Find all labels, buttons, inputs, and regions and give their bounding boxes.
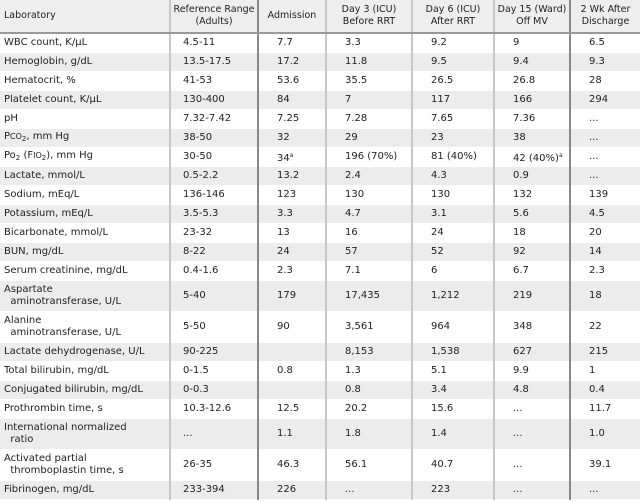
- table-row: [0, 167, 640, 186]
- header-reference-range: [170, 0, 258, 33]
- day6-cell: 24: [412, 224, 494, 243]
- admission-cell: 17.2: [258, 53, 326, 72]
- wk2-cell: 6.5: [570, 33, 640, 53]
- day6-cell: 130: [412, 186, 494, 205]
- wk2-cell: 28: [570, 72, 640, 91]
- header-reference-range-line2: (Adults): [195, 16, 233, 27]
- wk2-cell: 39.1: [570, 450, 640, 481]
- admission-value: 34: [277, 152, 290, 164]
- day3-cell: 57: [326, 243, 412, 262]
- day15-cell: [494, 148, 570, 167]
- header-day15: [494, 0, 570, 33]
- header-2wk-line1: 2 Wk After: [580, 4, 631, 15]
- day15-cell: 18: [494, 224, 570, 243]
- wk2-cell: 20: [570, 224, 640, 243]
- header-day3-line1: Day 3 (ICU): [341, 4, 397, 15]
- po2-po: Po: [4, 150, 16, 161]
- day15-cell: 9.9: [494, 362, 570, 381]
- header-day6: [412, 0, 494, 33]
- day6-cell: 5.1: [412, 362, 494, 381]
- admission-cell: 32: [258, 129, 326, 148]
- reference-range-cell: ...: [170, 419, 258, 450]
- table-row: [0, 262, 640, 281]
- header-row: [0, 0, 640, 33]
- row-label: Platelet count, K/µL: [0, 91, 170, 110]
- reference-range-cell: 5-40: [170, 281, 258, 312]
- day15-cell: 219: [494, 281, 570, 312]
- day3-cell: 196 (70%): [326, 148, 412, 167]
- day15-cell: ...: [494, 450, 570, 481]
- header-day3-line2: Before RRT: [342, 16, 396, 27]
- day6-cell: 6: [412, 262, 494, 281]
- table-row: [0, 129, 640, 148]
- header-day3: [326, 0, 412, 33]
- reference-range-cell: 13.5-17.5: [170, 53, 258, 72]
- row-label-line2: thromboplastin time, s: [10, 465, 124, 476]
- reference-range-cell: 5-50: [170, 312, 258, 343]
- day3-cell: 2.4: [326, 167, 412, 186]
- header-laboratory: [0, 0, 170, 33]
- row-label: Potassium, mEq/L: [0, 205, 170, 224]
- row-label: Serum creatinine, mg/dL: [0, 262, 170, 281]
- table-row: [0, 400, 640, 419]
- day6-cell: 81 (40%): [412, 148, 494, 167]
- admission-cell: 24: [258, 243, 326, 262]
- admission-cell: 53.6: [258, 72, 326, 91]
- wk2-cell: ...: [570, 110, 640, 129]
- day3-cell: 4.7: [326, 205, 412, 224]
- wk2-cell: 139: [570, 186, 640, 205]
- header-day6-line1: Day 6 (ICU): [425, 4, 481, 15]
- day6-cell: 23: [412, 129, 494, 148]
- wk2-cell: 2.3: [570, 262, 640, 281]
- header-day15-line2: Off MV: [516, 16, 548, 27]
- wk2-cell: 4.5: [570, 205, 640, 224]
- day3-cell: 8,153: [326, 343, 412, 362]
- header-2wk-line2: Discharge: [581, 16, 630, 27]
- row-label: [0, 450, 170, 481]
- wk2-cell: 9.3: [570, 53, 640, 72]
- admission-cell: 7.7: [258, 33, 326, 53]
- table-row: [0, 33, 640, 53]
- wk2-cell: ...: [570, 481, 640, 500]
- day6-cell: 1.4: [412, 419, 494, 450]
- row-label-line2: aminotransferase, U/L: [10, 327, 122, 338]
- reference-range-cell: 23-32: [170, 224, 258, 243]
- admission-cell: 1.1: [258, 419, 326, 450]
- header-reference-range-line1: Reference Range: [173, 4, 255, 15]
- day3-cell: 16: [326, 224, 412, 243]
- day15-cell: 9.4: [494, 53, 570, 72]
- footnote-marker: a: [558, 151, 563, 159]
- row-label: WBC count, K/µL: [0, 33, 170, 53]
- reference-range-cell: 8-22: [170, 243, 258, 262]
- po2-sub2: 2: [41, 154, 47, 162]
- header-2wk-after: [570, 0, 640, 33]
- day6-cell: 3.1: [412, 205, 494, 224]
- reference-range-cell: 233-394: [170, 481, 258, 500]
- reference-range-cell: 90-225: [170, 343, 258, 362]
- row-label-line1: Aspartate: [4, 284, 53, 295]
- row-label: Lactate dehydrogenase, U/L: [0, 343, 170, 362]
- wk2-cell: 294: [570, 91, 640, 110]
- admission-cell: 90: [258, 312, 326, 343]
- day15-cell: 0.9: [494, 167, 570, 186]
- row-label: Hematocrit, %: [0, 72, 170, 91]
- day3-cell: 7: [326, 91, 412, 110]
- day3-cell: 0.8: [326, 381, 412, 400]
- day3-cell: 29: [326, 129, 412, 148]
- day6-cell: 26.5: [412, 72, 494, 91]
- day15-cell: 132: [494, 186, 570, 205]
- day6-cell: 1,212: [412, 281, 494, 312]
- table-row: [0, 481, 640, 500]
- row-label: [0, 419, 170, 450]
- admission-cell: 123: [258, 186, 326, 205]
- row-label: Total bilirubin, mg/dL: [0, 362, 170, 381]
- admission-cell: 12.5: [258, 400, 326, 419]
- admission-cell: 7.25: [258, 110, 326, 129]
- day6-cell: 52: [412, 243, 494, 262]
- day15-cell: 348: [494, 312, 570, 343]
- row-label: pH: [0, 110, 170, 129]
- pco2-p: P: [4, 131, 11, 142]
- day6-cell: 1,538: [412, 343, 494, 362]
- table-row: [0, 243, 640, 262]
- reference-range-cell: 41-53: [170, 72, 258, 91]
- row-label: Prothrombin time, s: [0, 400, 170, 419]
- day3-cell: 35.5: [326, 72, 412, 91]
- day6-cell: 15.6: [412, 400, 494, 419]
- table-row: [0, 91, 640, 110]
- day3-cell: 130: [326, 186, 412, 205]
- row-label: [0, 281, 170, 312]
- reference-range-cell: 3.5-5.3: [170, 205, 258, 224]
- day6-cell: 9.5: [412, 53, 494, 72]
- header-day15-line1: Day 15 (Ward): [497, 4, 567, 15]
- wk2-cell: 18: [570, 281, 640, 312]
- day15-cell: 6.7: [494, 262, 570, 281]
- row-label-line1: Alanine: [4, 315, 42, 326]
- table-row: [0, 110, 640, 129]
- day15-value: 42 (40%): [513, 152, 559, 164]
- day6-cell: 3.4: [412, 381, 494, 400]
- admission-cell: 0.8: [258, 362, 326, 381]
- table-row: [0, 53, 640, 72]
- reference-range-cell: 10.3-12.6: [170, 400, 258, 419]
- reference-range-cell: 0.5-2.2: [170, 167, 258, 186]
- day6-cell: 9.2: [412, 33, 494, 53]
- day6-cell: 4.3: [412, 167, 494, 186]
- day6-cell: 7.65: [412, 110, 494, 129]
- reference-range-cell: 0-1.5: [170, 362, 258, 381]
- reference-range-cell: 26-35: [170, 450, 258, 481]
- table-row: [0, 362, 640, 381]
- table-row: [0, 281, 640, 312]
- day15-cell: 26.8: [494, 72, 570, 91]
- day3-cell: 1.8: [326, 419, 412, 450]
- day15-cell: 9: [494, 33, 570, 53]
- reference-range-cell: 7.32-7.42: [170, 110, 258, 129]
- pco2-unit: , mm Hg: [26, 131, 70, 142]
- admission-cell: 3.3: [258, 205, 326, 224]
- day15-cell: 627: [494, 343, 570, 362]
- wk2-cell: ...: [570, 129, 640, 148]
- po2-io: IO: [33, 151, 42, 160]
- day6-cell: 223: [412, 481, 494, 500]
- row-label-line2: ratio: [10, 434, 34, 445]
- reference-range-cell: 130-400: [170, 91, 258, 110]
- day15-cell: ...: [494, 400, 570, 419]
- table-row: [0, 343, 640, 362]
- day15-cell: 92: [494, 243, 570, 262]
- reference-range-cell: 30-50: [170, 148, 258, 167]
- header-admission: [258, 0, 326, 33]
- po2-f: (F: [20, 150, 34, 161]
- row-label: Sodium, mEq/L: [0, 186, 170, 205]
- table-row: [0, 72, 640, 91]
- row-label: Bicarbonate, mmol/L: [0, 224, 170, 243]
- wk2-cell: 215: [570, 343, 640, 362]
- day3-cell: 7.28: [326, 110, 412, 129]
- wk2-cell: 22: [570, 312, 640, 343]
- row-label-line2: aminotransferase, U/L: [10, 296, 122, 307]
- day6-cell: 117: [412, 91, 494, 110]
- day3-cell: 17,435: [326, 281, 412, 312]
- day6-cell: 40.7: [412, 450, 494, 481]
- pco2-sub: 2: [21, 135, 27, 143]
- row-label: BUN, mg/dL: [0, 243, 170, 262]
- header-laboratory-label: Laboratory: [4, 10, 56, 21]
- row-label: Lactate, mmol/L: [0, 167, 170, 186]
- row-label-line1: Activated partial: [4, 453, 87, 464]
- wk2-cell: 11.7: [570, 400, 640, 419]
- header-admission-label: Admission: [267, 10, 317, 21]
- day3-cell: 7.1: [326, 262, 412, 281]
- day15-cell: 166: [494, 91, 570, 110]
- day15-cell: 7.36: [494, 110, 570, 129]
- day3-cell: 11.8: [326, 53, 412, 72]
- reference-range-cell: 4.5-11: [170, 33, 258, 53]
- table-row: [0, 148, 640, 167]
- admission-cell: 179: [258, 281, 326, 312]
- row-label: Fibrinogen, mg/dL: [0, 481, 170, 500]
- admission-cell: 46.3: [258, 450, 326, 481]
- footnote-marker: a: [289, 151, 294, 159]
- po2-unit: ), mm Hg: [46, 150, 94, 161]
- admission-cell: [258, 148, 326, 167]
- admission-cell: [258, 381, 326, 400]
- po2-sub: 2: [15, 154, 21, 162]
- wk2-cell: 14: [570, 243, 640, 262]
- day3-cell: 3.3: [326, 33, 412, 53]
- day15-cell: 5.6: [494, 205, 570, 224]
- admission-cell: 226: [258, 481, 326, 500]
- reference-range-cell: 38-50: [170, 129, 258, 148]
- day3-cell: ...: [326, 481, 412, 500]
- day3-cell: 56.1: [326, 450, 412, 481]
- wk2-cell: 1.0: [570, 419, 640, 450]
- table-row: [0, 186, 640, 205]
- row-label-line1: International normalized: [4, 422, 127, 433]
- admission-cell: [258, 343, 326, 362]
- row-label: [0, 312, 170, 343]
- header-day6-line2: After RRT: [430, 16, 476, 27]
- wk2-cell: 0.4: [570, 381, 640, 400]
- day3-cell: 1.3: [326, 362, 412, 381]
- admission-cell: 2.3: [258, 262, 326, 281]
- day3-cell: 3,561: [326, 312, 412, 343]
- day3-cell: 20.2: [326, 400, 412, 419]
- day15-cell: ...: [494, 481, 570, 500]
- day15-cell: 4.8: [494, 381, 570, 400]
- wk2-cell: ...: [570, 167, 640, 186]
- row-label: [0, 129, 170, 148]
- table-row: [0, 205, 640, 224]
- wk2-cell: 1: [570, 362, 640, 381]
- wk2-cell: ...: [570, 148, 640, 167]
- day15-cell: ...: [494, 419, 570, 450]
- reference-range-cell: 0.4-1.6: [170, 262, 258, 281]
- admission-cell: 13.2: [258, 167, 326, 186]
- table-row: [0, 224, 640, 243]
- table-row: [0, 419, 640, 450]
- reference-range-cell: 0-0.3: [170, 381, 258, 400]
- reference-range-cell: 136-146: [170, 186, 258, 205]
- table-row: [0, 381, 640, 400]
- table-row: [0, 312, 640, 343]
- day6-cell: 964: [412, 312, 494, 343]
- row-label: Conjugated bilirubin, mg/dL: [0, 381, 170, 400]
- pco2-co: CO: [10, 132, 22, 141]
- row-label: Hemoglobin, g/dL: [0, 53, 170, 72]
- table-row: [0, 450, 640, 481]
- day15-cell: 38: [494, 129, 570, 148]
- admission-cell: 13: [258, 224, 326, 243]
- admission-cell: 84: [258, 91, 326, 110]
- row-label: [0, 148, 170, 167]
